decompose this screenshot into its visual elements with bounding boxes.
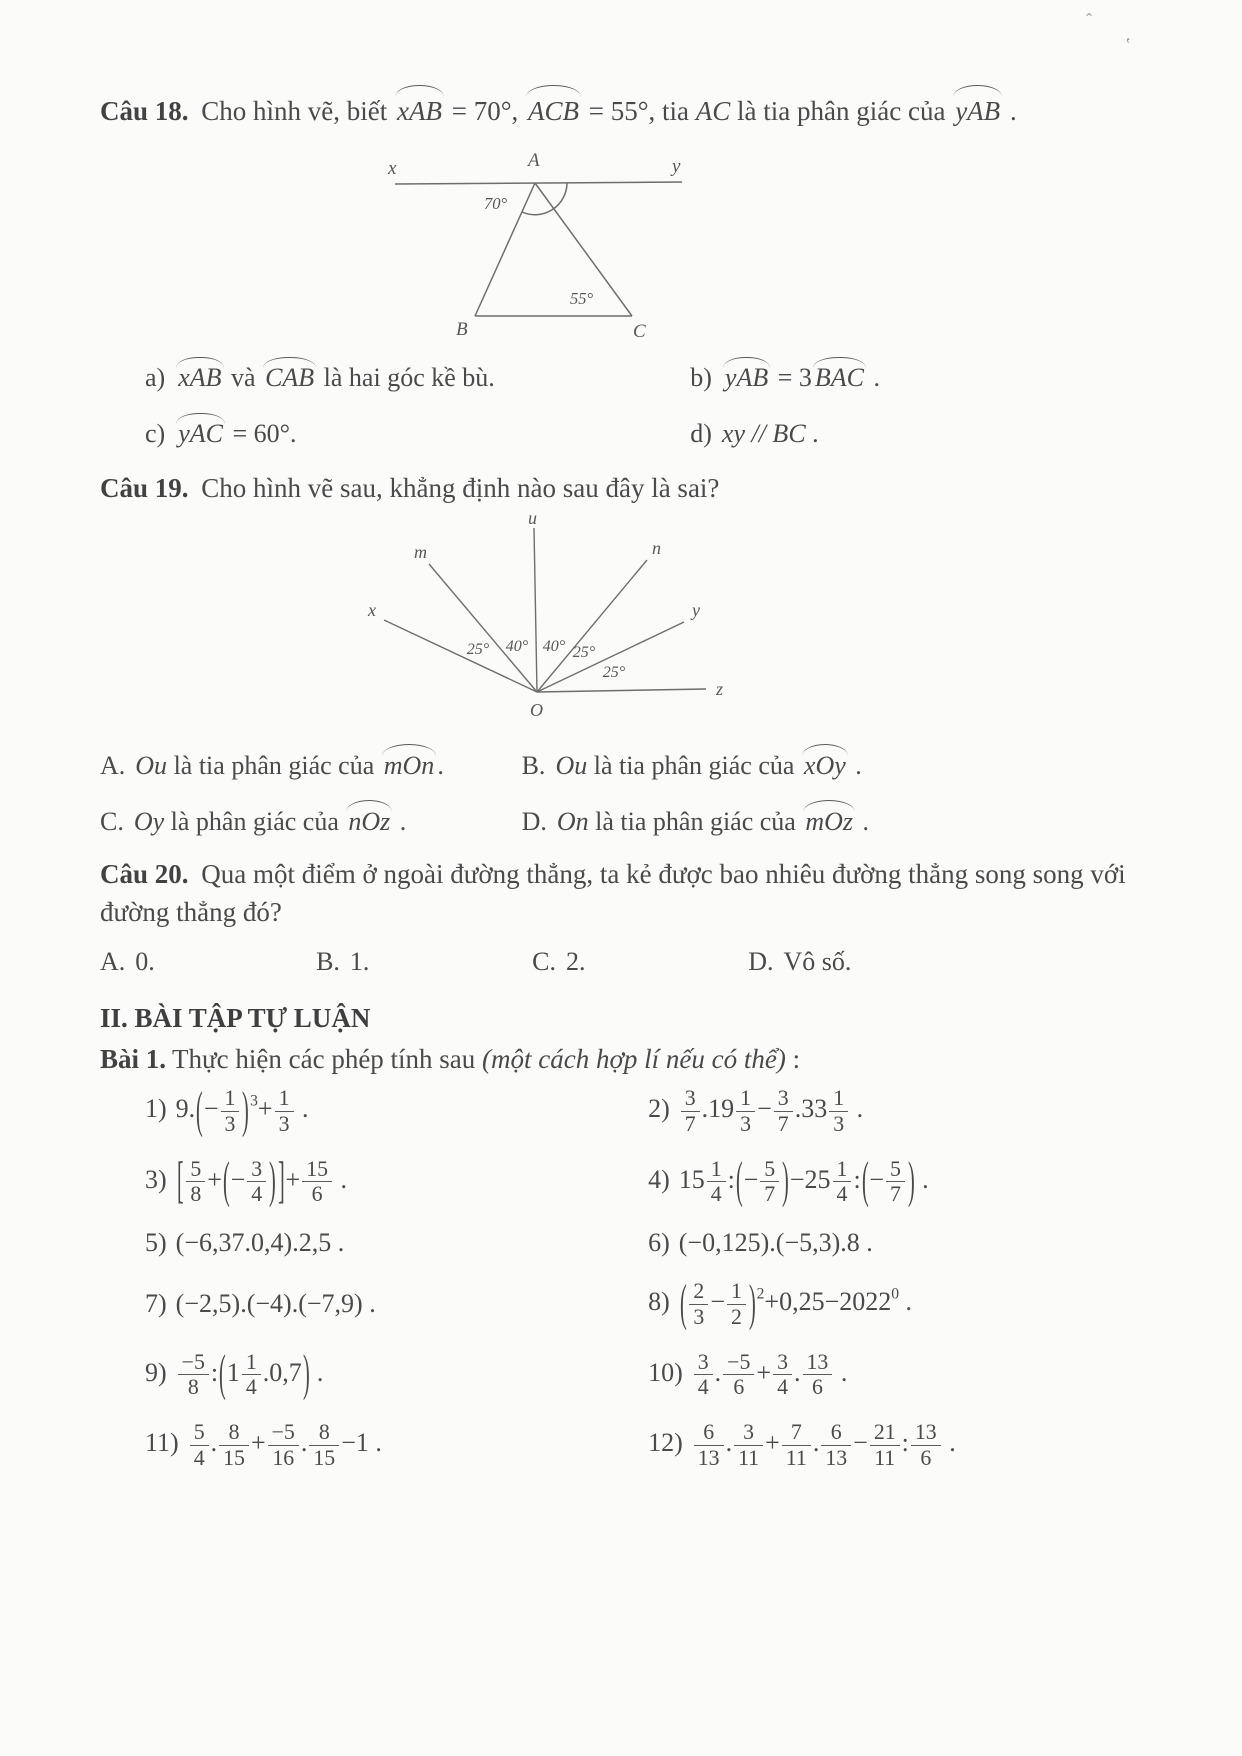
- figure-rays-svg: [332, 512, 802, 724]
- question-18-heading: [100, 92, 1154, 130]
- label-x2: x: [368, 599, 376, 620]
- ray-z: [537, 689, 706, 692]
- angle-arc-A: [522, 183, 567, 215]
- label-angle-55: 55°: [570, 289, 594, 309]
- question-19: [100, 469, 1154, 836]
- label-z: z: [716, 678, 724, 699]
- section-2-title: II. BÀI TẬP TỰ LUẬN: [100, 1003, 371, 1034]
- question-19-label: Câu 19.: [100, 473, 189, 504]
- label-m: m: [414, 541, 427, 562]
- exercise-3-expr: [ $\frac{5}{8}$ +(− $\frac{3}{4}$ )]+ $\frac{15}{6}$ .: [176, 1152, 348, 1209]
- scan-artifact: ʽ: [1121, 33, 1133, 55]
- option-18-a-label: a): [145, 363, 166, 393]
- exercise-9-label: 9): [145, 1357, 167, 1387]
- option-18-b-text: yAB = 3 BAC .: [722, 363, 880, 392]
- option-20-B: [316, 947, 532, 977]
- label-x: x: [388, 158, 397, 180]
- option-19-D-text: On là tia phân giác của mOz .: [556, 806, 870, 836]
- exercise-6-expr: (−0,125).(−5,3).8 .: [678, 1228, 873, 1258]
- exercise-11: [100, 1421, 648, 1469]
- exercise-5-label: 5): [145, 1228, 167, 1258]
- option-18-b-label: b): [690, 363, 712, 393]
- option-20-A: [100, 947, 316, 977]
- bai-1-note: (một cách hợp lí nếu có thể): [482, 1044, 786, 1075]
- label-angle-25-xm: 25°: [466, 640, 490, 658]
- question-18: [100, 92, 1154, 449]
- option-20-A-label: A.: [100, 947, 126, 977]
- figure-triangle-svg: [350, 136, 780, 344]
- exercise-1: [100, 1081, 648, 1139]
- question-20-heading: [100, 855, 1154, 932]
- question-20-text: Qua một điểm ở ngoài đường thẳng, ta kẻ được bao nhiêu đường thẳng song song với đường thẳng đó?: [100, 858, 1126, 927]
- exercise-1-label: 1): [145, 1094, 167, 1124]
- bai-1-label: Bài 1.: [100, 1044, 167, 1075]
- scan-artifact: ˆ: [1086, 10, 1092, 30]
- exercise-1-expr: 9.(− $\frac{1}{3}$ )$^3$+ $\frac{1}{3}$ .: [175, 1081, 309, 1139]
- exercise-8-expr: ( $\frac{2}{3}$ − $\frac{1}{2}$ )$^2+0,25-2022^0$ .: [679, 1274, 913, 1332]
- option-18-d-text: xy // BC .: [721, 419, 819, 449]
- option-20-C: [532, 947, 748, 977]
- label-angle-25-ny: 25°: [572, 643, 596, 661]
- question-19-text: Cho hình vẽ sau, khẳng định nào sau đây là sai?: [201, 473, 720, 504]
- option-18-b: [690, 363, 1154, 393]
- option-18-a: [100, 363, 690, 393]
- exercise-5: [100, 1228, 648, 1258]
- option-19-B: [522, 751, 1154, 781]
- label-y: y: [672, 156, 681, 178]
- bai-1-heading: [100, 1044, 1154, 1075]
- exercise-3: [100, 1152, 648, 1209]
- exercise-12-label: 12): [648, 1428, 683, 1458]
- exercise-12-expr: $\frac{6}{13}$ . $\frac{3}{11}$ + $\frac{7}{11}$ . $\frac{6}{13}$ − $\frac{21}{11}$ : $\frac{13}{6}$ .: [692, 1428, 956, 1457]
- exercise-7: [100, 1289, 648, 1319]
- exercise-2-label: 2): [648, 1094, 670, 1124]
- option-18-c: [100, 419, 690, 449]
- label-C: C: [633, 321, 646, 343]
- option-20-B-text: 1.: [349, 947, 370, 977]
- angle-labels: [467, 638, 626, 681]
- option-19-D-label: D.: [521, 806, 547, 836]
- exercise-list: [100, 1081, 1154, 1470]
- option-20-C-label: C.: [532, 947, 556, 977]
- figure-rays: [332, 512, 1154, 729]
- bai-1-text: Thực hiện các phép tính sau: [172, 1044, 483, 1075]
- figure-triangle: [350, 136, 1154, 349]
- exercise-10-label: 10): [648, 1357, 683, 1387]
- question-20-options: [100, 947, 1154, 977]
- label-u: u: [528, 511, 537, 528]
- exercise-7-label: 7): [145, 1289, 167, 1319]
- option-20-B-label: B.: [316, 947, 340, 977]
- triangle-lines: [395, 182, 682, 316]
- question-19-options: [100, 751, 1154, 837]
- exercise-9: [100, 1345, 648, 1402]
- ray-u: [534, 528, 537, 692]
- label-B: B: [456, 319, 468, 341]
- exercise-4-label: 4): [648, 1164, 670, 1194]
- exercise-4: [648, 1152, 1154, 1209]
- option-20-D-text: Vô số.: [783, 947, 852, 977]
- question-19-heading: [100, 469, 1154, 507]
- label-angle-40-un: 40°: [542, 637, 566, 655]
- ray-y: [537, 622, 684, 692]
- question-18-label: Câu 18.: [100, 96, 189, 126]
- label-angle-70: 70°: [484, 194, 508, 214]
- exercise-10-expr: $\frac{3}{4}$ . $\frac{-5}{6}$ + $\frac{3}{4}$ . $\frac{13}{6}$ .: [692, 1358, 848, 1387]
- exercise-8-label: 8): [648, 1287, 670, 1317]
- label-n: n: [652, 537, 661, 558]
- ray-m: [429, 564, 537, 692]
- line-xy: [395, 182, 682, 184]
- option-19-C-label: C.: [100, 806, 124, 836]
- option-19-C: [100, 807, 522, 837]
- question-20: [100, 855, 1154, 978]
- exercise-11-label: 11): [145, 1428, 179, 1458]
- exercise-5-expr: (−6,37.0,4).2,5 .: [175, 1228, 345, 1258]
- exercise-6: [648, 1228, 1154, 1258]
- option-19-A-text: Ou là tia phân giác của mOn .: [135, 750, 444, 780]
- label-angle-25-yz: 25°: [602, 663, 626, 681]
- exercise-7-expr: (−2,5).(−4).(−7,9) .: [175, 1289, 376, 1319]
- option-18-c-text: yAC = 60°.: [175, 419, 296, 448]
- option-19-D: [522, 807, 1154, 837]
- bai-1-colon: :: [785, 1044, 801, 1075]
- question-20-label: Câu 20.: [100, 858, 189, 889]
- option-18-d-label: d): [690, 419, 712, 449]
- option-19-B-text: Ou là tia phân giác của xOy .: [555, 750, 862, 780]
- option-19-A-label: A.: [100, 750, 126, 780]
- option-20-D: [748, 947, 1154, 977]
- ray-n: [537, 560, 647, 692]
- option-18-d: [690, 419, 1154, 449]
- option-19-A: [100, 751, 522, 781]
- exercise-2-expr: $\frac{3}{7}$ .19 $\frac{1}{3}$ − $\frac{3}{7}$ .33 $\frac{1}{3}$ .: [679, 1094, 863, 1123]
- option-20-A-text: 0.: [135, 947, 155, 977]
- exercise-12: [648, 1421, 1154, 1469]
- exercise-3-label: 3): [145, 1164, 167, 1194]
- label-A: A: [528, 150, 540, 172]
- exercise-11-expr: $\frac{5}{4}$ . $\frac{8}{15}$ + $\frac{-5}{16}$ . $\frac{8}{15}$ −1 .: [188, 1428, 382, 1457]
- option-19-B-label: B.: [521, 750, 546, 780]
- ray-x: [384, 620, 537, 692]
- exercise-8: [648, 1274, 1154, 1332]
- exercise-4-expr: 15 $\frac{1}{4}$ :(− $\frac{5}{7}$ )−25 $\frac{1}{4}$ :(− $\frac{5}{7}$ ) .: [678, 1152, 929, 1209]
- exercise-6-label: 6): [648, 1228, 670, 1258]
- question-18-options: [100, 363, 1154, 449]
- option-20-D-label: D.: [748, 947, 774, 977]
- label-O: O: [530, 699, 543, 720]
- exercise-9-expr: $\frac{-5}{8}$ :(1 $\frac{1}{4}$ .0,7) .: [176, 1358, 324, 1387]
- exercise-10: [648, 1351, 1154, 1399]
- label-y2: y: [692, 599, 700, 620]
- question-18-text: Cho hình vẽ, biết xAB = 70°, ACB = 55°, tia AC là tia phân giác của yAB .: [201, 96, 1016, 126]
- option-20-C-text: 2.: [565, 947, 586, 977]
- option-19-C-text: Oy là phân giác của nOz .: [133, 806, 407, 836]
- option-18-a-text: xAB và CAB là hai góc kề bù.: [175, 363, 495, 392]
- option-18-c-label: c): [145, 419, 166, 449]
- triangle-labels: [387, 150, 681, 342]
- exercise-2: [648, 1087, 1154, 1135]
- label-angle-40-mu: 40°: [505, 637, 529, 655]
